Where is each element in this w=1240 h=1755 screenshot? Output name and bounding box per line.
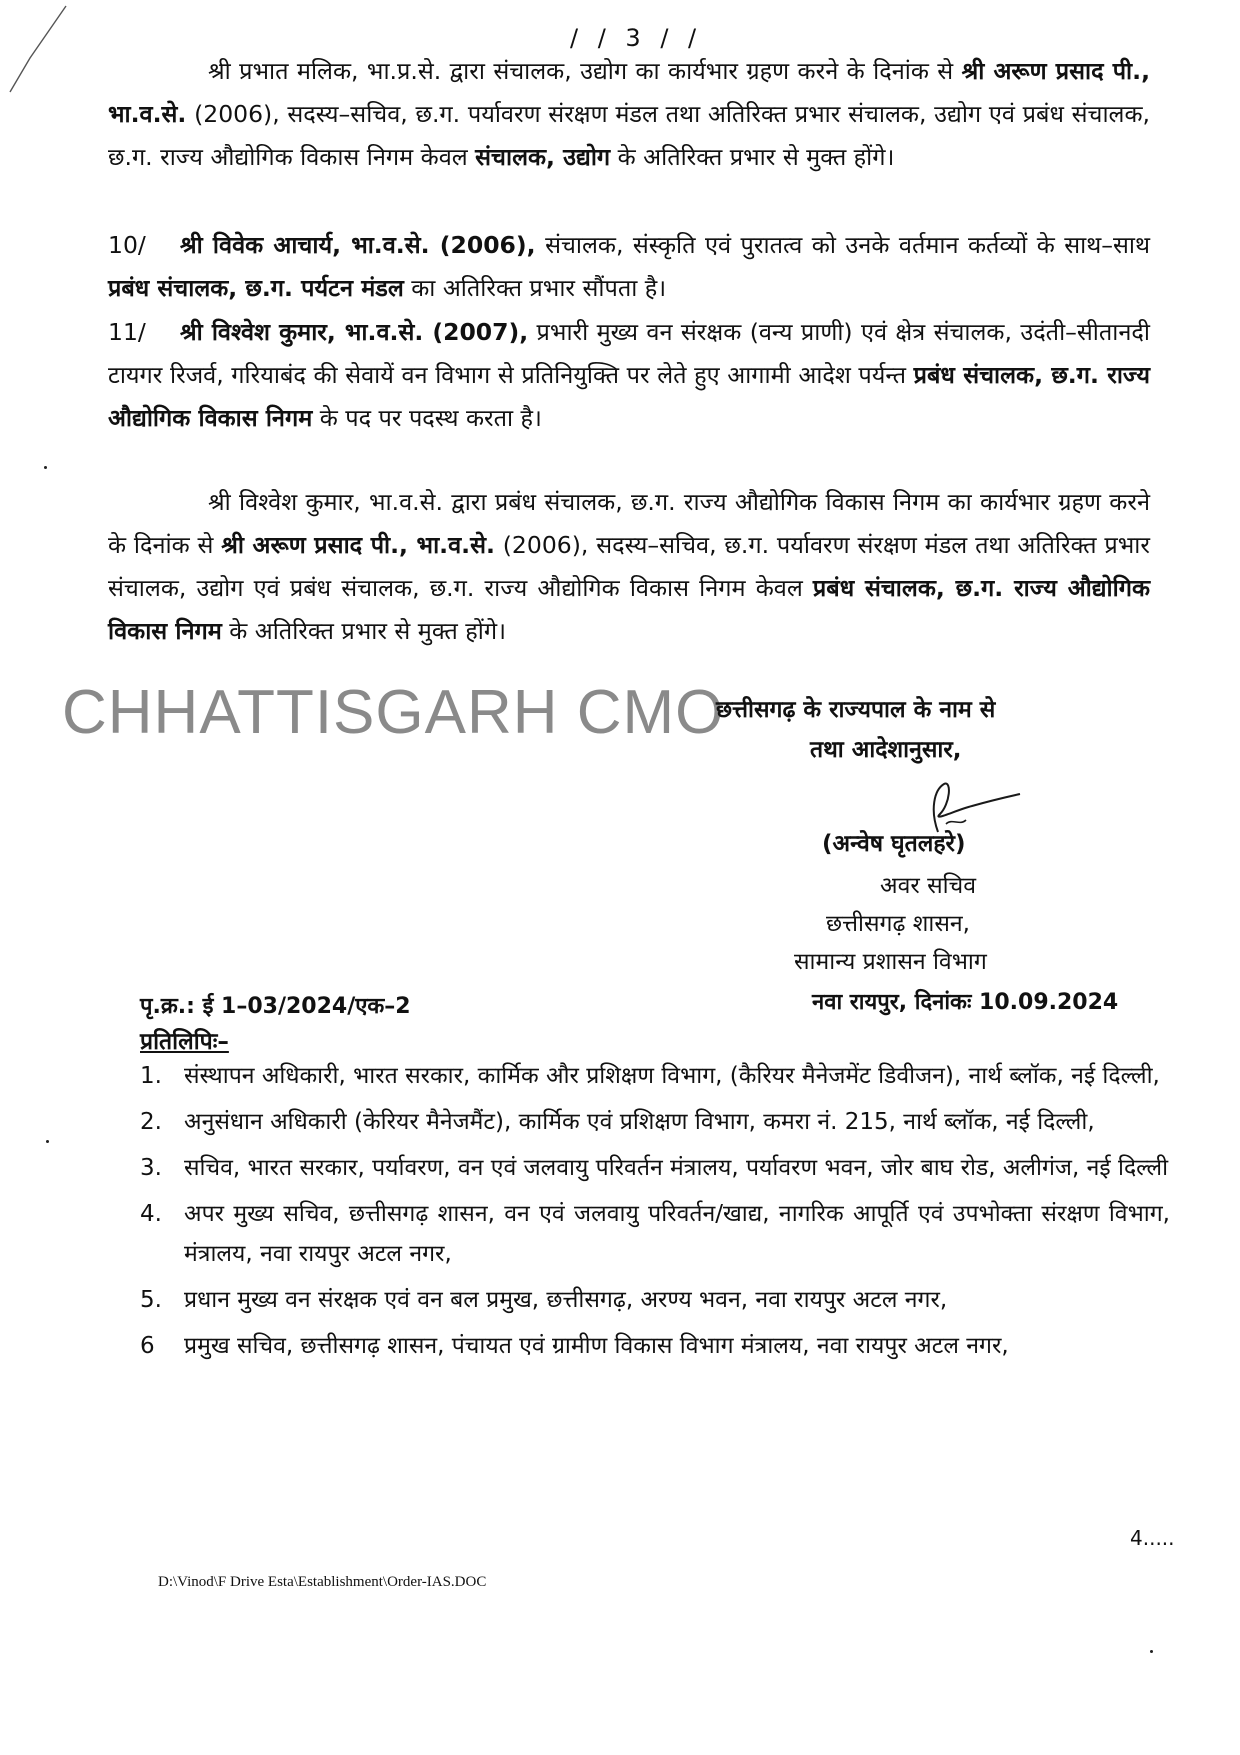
copy-to-item [140,1194,1170,1274]
copy-to-item-number: 1. [140,1063,162,1089]
copy-to-item-number: 2. [140,1109,162,1135]
copy-to-item [140,1056,1170,1096]
para11-bold-2: प्रबंध संचालक, छ.ग. राज्य औद्योगिक विकास निगम [108,361,1150,432]
para12-bold-2: प्रबंध संचालक, छ.ग. राज्य औद्योगिक विकास निगम [108,574,1150,645]
para11-number: 11/ [108,318,146,346]
margin-pen-mark [0,0,80,110]
watermark: CHHATTISGARH CMO [62,678,725,747]
para1-bold-2: संचालक, उद्योग [475,143,611,171]
copy-to-item-text: सचिव, भारत सरकार, पर्यावरण, वन एवं जलवायु परिवर्तन मंत्रालय, पर्यावरण भवन, जोर बाघ रोड, अलीगंज, नई दिल्ली [184,1155,1169,1181]
paragraph-11 [108,311,1150,440]
para11-bold-1: श्री विश्वेश कुमार, भा.व.से. (2007), [180,318,529,346]
copy-to-item-text: प्रधान मुख्य वन संरक्षक एवं वन बल प्रमुख, छत्तीसगढ़, अरण्य भवन, नवा रायपुर अटल नगर, [184,1287,948,1313]
para1-text-2: (2006), सदस्य–सचिव, छ.ग. पर्यावरण संरक्षण मंडल तथा अतिरिक्त प्रभार संचालक, उद्योग एवं प्रबंध संचालक, छ.ग. राज्य औद्योगिक विकास निगम केवल [108,100,1150,171]
copy-to-item-text: प्रमुख सचिव, छत्तीसगढ़ शासन, पंचायत एवं ग्रामीण विकास विभाग मंत्रालय, नवा रायपुर अटल नगर, [184,1333,1009,1359]
copy-to-item-number: 5. [140,1287,162,1313]
copy-to-item [140,1148,1170,1188]
para12-text-1: श्री विश्वेश कुमार, भा.व.से. द्वारा प्रबंध संचालक, छ.ग. राज्य औद्योगिक विकास निगम का कार्यभार ग्रहण करने के दिनांक से [108,488,1150,559]
para12-text-3: के अतिरिक्त प्रभार से मुक्त होंगे। [221,617,506,645]
paragraph-10 [108,224,1150,310]
para12-text-2: (2006), सदस्य–सचिव, छ.ग. पर्यावरण संरक्षण मंडल तथा अतिरिक्त प्रभार संचालक, उद्योग एवं प्रबंध संचालक, छ.ग. राज्य औद्योगिक विकास निगम केवल [108,531,1151,602]
para1-text-1: श्री प्रभात मलिक, भा.प्र.से. द्वारा संचालक, उद्योग का कार्यभार ग्रहण करने के दिनांक से [208,57,962,85]
authority-line-2: तथा आदेशानुसार, [810,737,962,763]
authority-line-1: छत्तीसगढ़ के राज्यपाल के नाम से [716,697,996,723]
copy-to-item [140,1102,1170,1142]
para11-text-1: प्रभारी मुख्य वन संरक्षक (वन्य प्राणी) एवं क्षेत्र संचालक, उदंती–सीतानदी टायगर रिजर्व, गरियाबंद की सेवायें वन विभाग से प्रतिनियुक्ति पर लेते हुए आगामी आदेश पर्यन्त [108,318,1150,389]
copy-to-item-number: 6 [140,1333,155,1359]
place-and-date: नवा रायपुर, दिनांकः 10.09.2024 [812,990,1119,1015]
copy-to-list [140,1056,1170,1372]
para10-text-1: संचालक, संस्कृति एवं पुरातत्व को उनके वर्तमान कर्तव्यों के साथ–साथ [535,231,1150,259]
copy-to-heading: प्रतिलिपिः– [140,1029,229,1055]
copy-to-item-number: 3. [140,1155,162,1181]
para12-bold-1: श्री अरूण प्रसाद पी., भा.व.से. [221,531,495,559]
para1-text-3: के अतिरिक्त प्रभार से मुक्त होंगे। [610,143,895,171]
copy-to-item-number: 4. [140,1201,162,1227]
copy-to-item-text: अपर मुख्य सचिव, छत्तीसगढ़ शासन, वन एवं जलवायु परिवर्तन/खाद्य, नागरिक आपूर्ति एवं उपभोक्ता संरक्षण विभाग, मंत्रालय, नवा रायपुर अटल नगर, [184,1201,1170,1267]
para10-text-2: का अतिरिक्त प्रभार सौंपता है। [403,274,667,302]
para10-number: 10/ [108,231,146,259]
file-path: D:\Vinod\F Drive Esta\Establishment\Order-IAS.DOC [158,1574,487,1590]
paragraph-12 [108,481,1150,653]
margin-dot [1150,1650,1153,1653]
copy-to-item [140,1280,1170,1320]
copy-to-item-text: संस्थापन अधिकारी, भारत सरकार, कार्मिक और प्रशिक्षण विभाग, (कैरियर मैनेजमेंट डिवीजन), नार्थ ब्लॉक, नई दिल्ली, [184,1063,1160,1089]
signatory-department: सामान्य प्रशासन विभाग [794,949,987,975]
para11-text-2: के पद पर पदस्थ करता है। [312,404,542,432]
copy-to-item-text: अनुसंधान अधिकारी (केरियर मैनेजमैंट), कार्मिक एवं प्रशिक्षण विभाग, कमरा नं. 215, नार्थ ब्लॉक, नई दिल्ली, [184,1109,1095,1135]
reference-number: पृ.क्र.: ई 1–03/2024/एक–2 [140,994,411,1019]
copy-to-item [140,1326,1170,1366]
para10-bold-2: प्रबंध संचालक, छ.ग. पर्यटन मंडल [108,274,404,302]
signatory-government: छत्तीसगढ़ शासन, [826,911,970,937]
para1-bold-1: श्री अरूण प्रसाद पी., भा.व.से. [108,57,1151,128]
signatory-name: (अन्वेष घृतलहरे) [822,831,966,857]
paragraph-1 [108,50,1150,179]
page-number: / / 3 / / [570,24,703,52]
margin-dot [44,466,47,469]
margin-dot [46,1140,49,1143]
signatory-designation: अवर सचिव [880,873,976,899]
continuation-marker: 4..... [1130,1526,1175,1550]
para10-bold-1: श्री विवेक आचार्य, भा.व.से. (2006), [180,231,536,259]
signature-authority [700,690,1140,770]
